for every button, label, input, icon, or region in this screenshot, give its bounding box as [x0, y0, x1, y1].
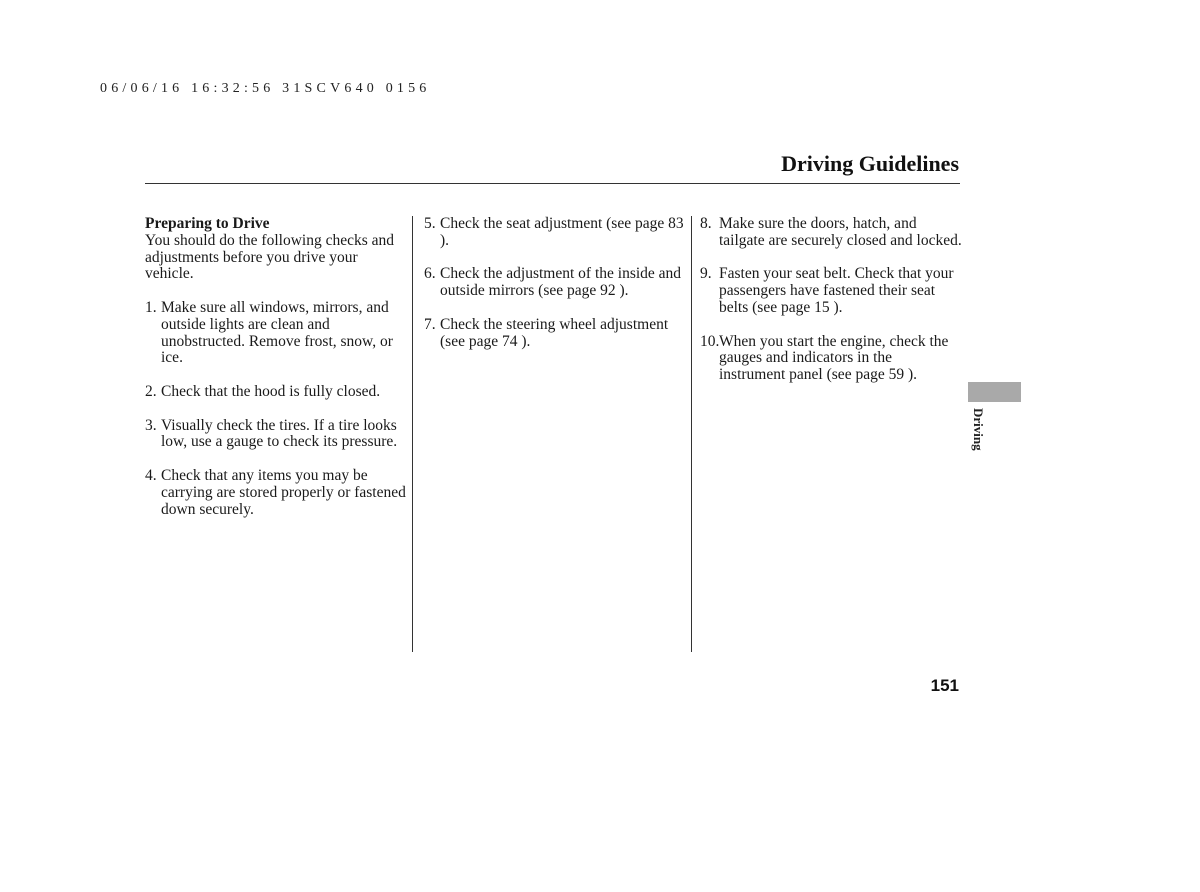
section-heading: Preparing to Drive	[145, 215, 270, 232]
column-divider	[412, 216, 413, 652]
item-number: 4.	[145, 466, 157, 484]
item-number: 10.	[700, 332, 720, 350]
column-3	[700, 216, 962, 401]
item-text: Check the steering wheel adjustment (see page 74 ).	[440, 315, 669, 350]
item-number: 6.	[424, 265, 436, 283]
print-timestamp: 06/06/16 16:32:56 31SCV640 0156	[100, 81, 431, 96]
page-title: Driving Guidelines	[781, 151, 959, 176]
item-number: 5.	[424, 215, 436, 232]
item-text: Check the seat adjustment (see page 83 ).	[440, 215, 684, 249]
list-item	[700, 334, 962, 384]
item-text: Make sure the doors, hatch, and tailgate are securely closed and locked.	[719, 215, 962, 249]
item-text: Visually check the tires. If a tire looks low, use a gauge to check its pressure.	[161, 416, 398, 451]
list-item	[145, 300, 407, 367]
item-number: 9.	[700, 265, 712, 283]
column-divider	[691, 216, 692, 652]
item-text: Make sure all windows, mirrors, and outside lights are clean and unobstructed. Remove frost, snow, or ice.	[161, 298, 393, 367]
page-number: 151	[930, 676, 959, 695]
item-text: Fasten your seat belt. Check that your passengers have fastened their seat belts (see page 15 ).	[719, 265, 954, 316]
column-1	[145, 216, 407, 535]
section-tab-marker	[968, 382, 1021, 402]
item-text: Check that the hood is fully closed.	[161, 382, 381, 400]
list-item	[424, 317, 686, 351]
list-item	[145, 384, 407, 401]
list-item	[700, 266, 962, 316]
list-item	[424, 266, 686, 300]
intro-paragraph: You should do the following checks and adjustments before you drive your vehicle.	[145, 231, 394, 283]
item-number: 2.	[145, 382, 157, 400]
item-text: Check that any items you may be carrying are stored properly or fastened down securely.	[161, 466, 406, 518]
list-item	[424, 216, 686, 250]
list-item	[700, 216, 962, 250]
title-rule	[145, 183, 960, 184]
item-number: 3.	[145, 416, 157, 434]
item-number: 7.	[424, 315, 436, 333]
list-item	[145, 468, 407, 518]
column-2	[424, 216, 686, 367]
item-number: 1.	[145, 298, 157, 316]
section-tab-label: Driving	[971, 408, 986, 451]
list-item	[145, 418, 407, 452]
item-number: 8.	[700, 215, 712, 232]
item-text: Check the adjustment of the inside and outside mirrors (see page 92 ).	[440, 265, 682, 300]
item-text: When you start the engine, check the gauges and indicators in the instrument panel (see page 59 ).	[719, 332, 949, 384]
